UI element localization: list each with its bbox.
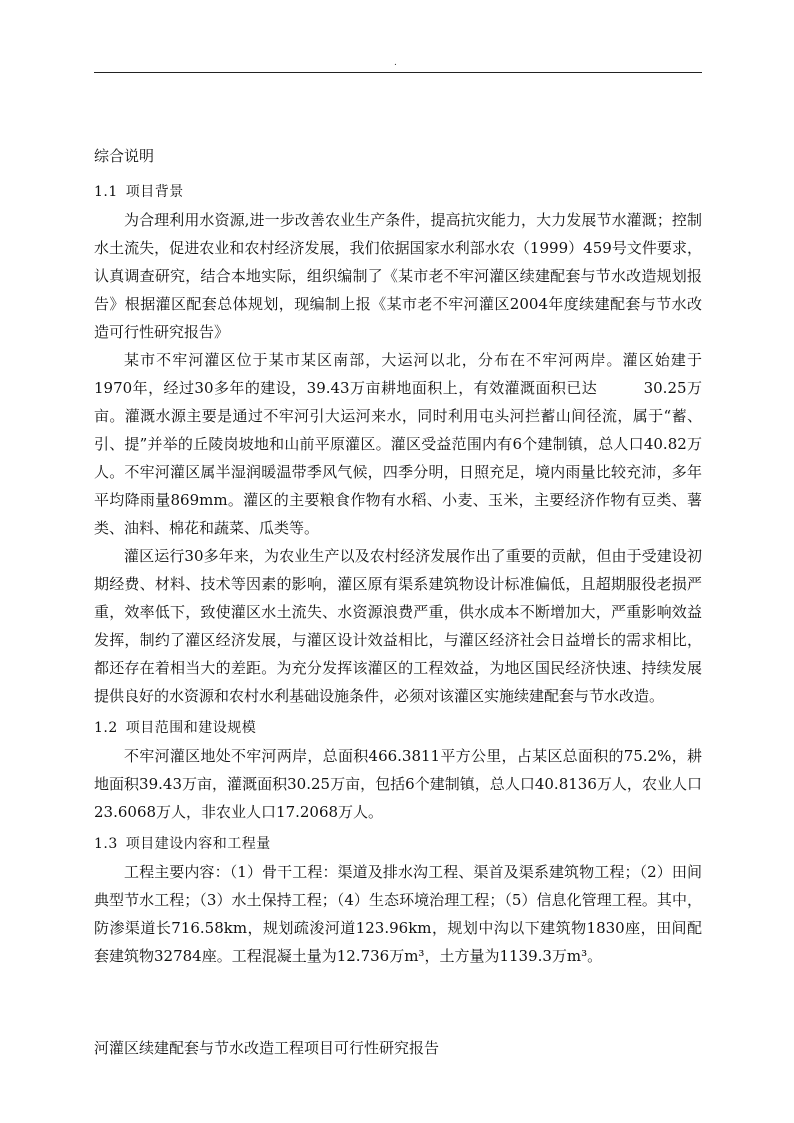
document-title: 综合说明: [94, 147, 155, 165]
section-title: 项目建设内容和工程量: [125, 836, 271, 852]
document-body: [94, 146, 702, 970]
section-title: 项目背景: [125, 184, 184, 200]
header-dot: .: [394, 58, 397, 68]
paragraph: 不牢河灌区地处不牢河两岸，总面积466.3811平方公里，占某区总面积的75.2%，耕地面积39.43万亩，灌溉面积30.25万亩，包括6个建制镇，总人口40.8136万人，农业人口23.6068万人，非农业人口17.2068万人。: [94, 747, 702, 821]
paragraph: 为合理利用水资源,进一步改善农业生产条件，提高抗灾能力，大力发展节水灌溉；控制水土流失，促进农业和农村经济发展，我们依据国家水利部水农（1999）459号文件要求，认真调查研究，结合本地实际，组织编制了《某市老不牢河灌区续建配套与节水改造规划报告》根据灌区配套总体规划，现编制上报《某市老不牢河灌区2004年度续建配套与节水改造可行性研究报告》: [94, 211, 702, 341]
section-number: 1.1: [94, 184, 118, 200]
section-number: 1.3: [94, 836, 118, 852]
section-heading-1-3: [94, 834, 702, 854]
section-heading-1-2: [94, 718, 702, 738]
paragraph: 灌区运行30多年来，为农业生产以及农村经济发展作出了重要的贡献，但由于受建设初期经费、材料、技术等因素的影响，灌区原有渠系建筑物设计标准偏低，且超期服役老损严重，效率低下，致使灌区水土流失、水资源浪费严重，供水成本不断增加大，严重影响效益发挥，制约了灌区经济发展，与灌区设计效益相比，与灌区经济社会日益增长的需求相比，都还存在着相当大的差距。为充分发挥该灌区的工程效益，为地区国民经济快速、持续发展提供良好的水资源和农村水利基础设施条件，必须对该灌区实施续建配套与节水改造。: [94, 547, 702, 705]
paragraph: 工程主要内容：（1）骨干工程：渠道及排水沟工程、渠首及渠系建筑物工程；（2）田间典型节水工程；（3）水土保持工程；（4）生态环境治理工程；（5）信息化管理工程。其中，防渗渠道长716.58km，规划疏浚河道123.96km，规划中沟以下建筑物1830座，田间配套建筑物32784座。工程混凝土量为12.736万m³，土方量为1139.3万m³。: [94, 863, 702, 965]
section-number: 1.2: [94, 720, 118, 736]
paragraph: 某市不牢河灌区位于某市某区南部，大运河以北，分布在不牢河两岸。灌区始建于1970年，经过30多年的建设，39.43万亩耕地面积上，有效灌溉面积已达 30.25万亩。灌溉水源主要是通过不牢河引大运河来水，同时利用屯头河拦蓄山间径流，属于“蓄、引、提”并举的丘陵岗坡地和山前平原灌区。灌区受益范围内有6个建制镇，总人口40.82万人。不牢河灌区属半湿润暖温带季风气候，四季分明，日照充足，境内雨量比较充沛，多年平均降雨量869mm。灌区的主要粮食作物有水稻、小麦、玉米，主要经济作物有豆类、薯类、油料、棉花和蔬菜、瓜类等。: [94, 351, 702, 537]
footer-text: 河灌区续建配套与节水改造工程项目可行性研究报告: [94, 1039, 440, 1057]
section-title: 项目范围和建设规模: [125, 720, 257, 736]
header-rule: [94, 72, 702, 73]
section-heading-1-1: [94, 182, 702, 202]
